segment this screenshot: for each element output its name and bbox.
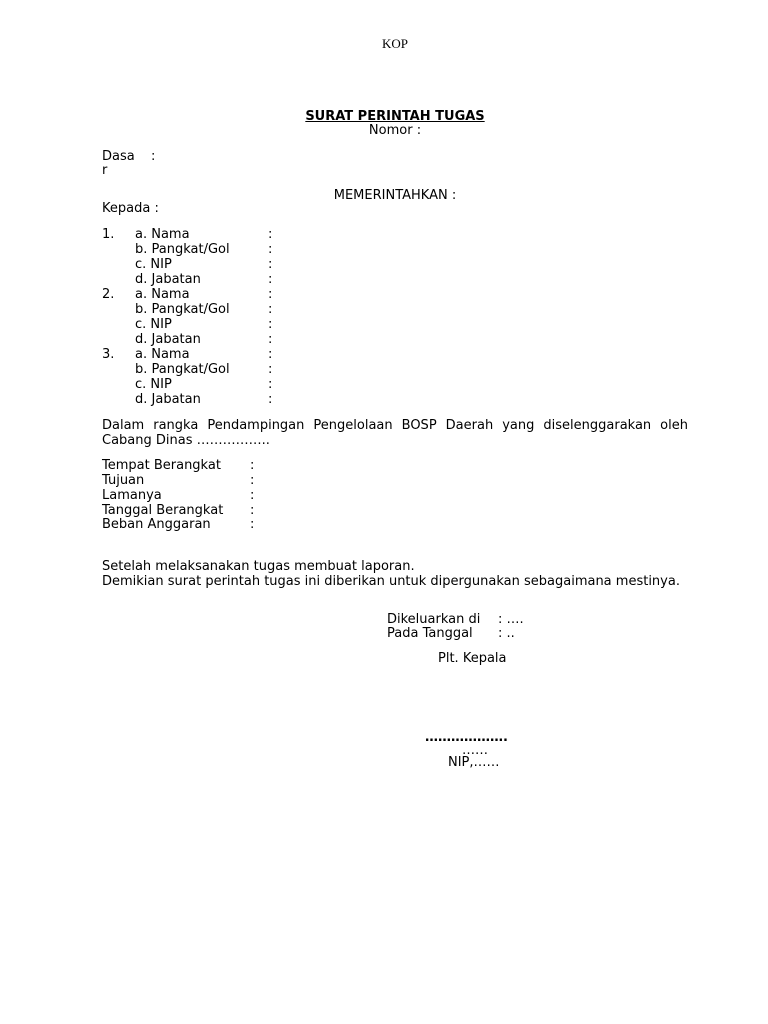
document-title: SURAT PERINTAH TUGAS [305, 109, 485, 124]
person-field: b. Pangkat/Gol [135, 302, 230, 317]
person-field: a. Nama [135, 227, 190, 242]
person-field: c. NIP [135, 317, 172, 332]
field-colon: : [268, 332, 273, 347]
person-field: b. Pangkat/Gol [135, 362, 230, 377]
person-field: c. NIP [135, 377, 172, 392]
kepada-label: Kepada : [102, 201, 159, 216]
travel-colon: : [250, 503, 255, 518]
travel-colon: : [250, 517, 255, 532]
travel-colon: : [250, 488, 255, 503]
dasar-label-wrap: r [102, 163, 108, 178]
dasar-label: Dasa [102, 149, 135, 164]
person-field: d. Jabatan [135, 392, 201, 407]
person-number: 2. [102, 287, 115, 302]
person-number: 3. [102, 347, 115, 362]
person-field: a. Nama [135, 347, 190, 362]
field-colon: : [268, 302, 273, 317]
field-colon: : [268, 317, 273, 332]
person-field: b. Pangkat/Gol [135, 242, 230, 257]
field-colon: : [268, 362, 273, 377]
field-colon: : [268, 227, 273, 242]
field-colon: : [268, 377, 273, 392]
issued-date-value: : .. [498, 626, 515, 641]
dasar-colon: : [151, 149, 156, 164]
signer-rank: …… [462, 743, 488, 758]
person-field: d. Jabatan [135, 332, 201, 347]
field-colon: : [268, 242, 273, 257]
issued-at-label: Dikeluarkan di [387, 612, 481, 627]
travel-label: Tujuan [102, 473, 145, 488]
issued-at-value: : …. [498, 612, 524, 627]
field-colon: : [268, 272, 273, 287]
field-colon: : [268, 257, 273, 272]
signer-name: ………………. [425, 730, 508, 745]
memerintahkan-heading: MEMERINTAHKAN : [333, 188, 457, 203]
purpose-paragraph: Dalam rangka Pendampingan Pengelolaan BOSP Daerah yang diselenggarakan oleh Cabang Dinas …………….. [102, 418, 688, 448]
letterhead: KOP [381, 36, 408, 51]
travel-label: Lamanya [102, 488, 162, 503]
signer-nip: NIP,…… [448, 755, 500, 770]
person-field: a. Nama [135, 287, 190, 302]
issued-date-label: Pada Tanggal [387, 626, 473, 641]
person-number: 1. [102, 227, 115, 242]
field-colon: : [268, 347, 273, 362]
travel-label: Tanggal Berangkat [102, 503, 224, 518]
travel-colon: : [250, 473, 255, 488]
person-field: d. Jabatan [135, 272, 201, 287]
closing-block [102, 559, 688, 589]
field-colon: : [268, 392, 273, 407]
travel-colon: : [250, 458, 255, 473]
travel-label: Tempat Berangkat [102, 458, 221, 473]
field-colon: : [268, 287, 273, 302]
signer-position: Plt. Kepala [438, 651, 507, 666]
closing-line: Demikian surat perintah tugas ini diberikan untuk dipergunakan sebagaimana mestinya. [102, 574, 680, 589]
travel-label: Beban Anggaran [102, 517, 211, 532]
closing-line: Setelah melaksanakan tugas membuat laporan. [102, 559, 415, 574]
person-field: c. NIP [135, 257, 172, 272]
document-number: Nomor : [368, 123, 422, 138]
